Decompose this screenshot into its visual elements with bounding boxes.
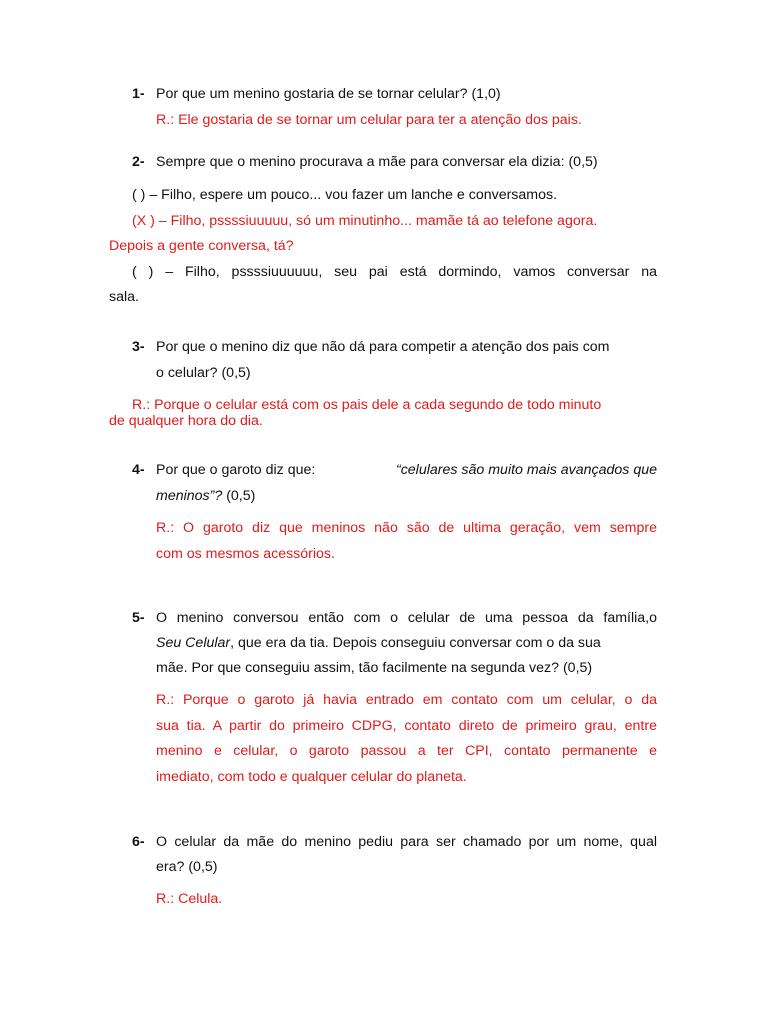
option-text-selected <box>132 212 657 230</box>
question-number: 2- <box>132 154 145 170</box>
answer-text: R.: Porque o garoto já havia entrado em contato com um celular, o da <box>156 692 657 708</box>
question-text: Sempre que o menino procurava a mãe para conversar ela dizia: (0,5) <box>156 154 598 170</box>
question-text <box>156 487 255 505</box>
question-text: Por que o menino diz que não dá para competir a atenção dos pais com <box>156 339 610 355</box>
question-text <box>156 634 601 652</box>
option-text: ( ) – Filho, espere um pouco... vou fazer um lanche e conversamos. <box>132 187 558 203</box>
question-text: mãe. Por que conseguiu assim, tão facilmente na segunda vez? (0,5) <box>156 660 593 676</box>
question-text: O menino conversou então com o celular de uma pessoa da família,o <box>156 610 657 626</box>
question-number: 4- <box>132 462 145 478</box>
option-line: (X ) – Filho, pssssiuuuuu, só um minutinho... mamãe tá ao telefone agora. <box>132 213 598 229</box>
question-text: Por que um menino gostaria de se tornar celular? (1,0) <box>156 86 501 102</box>
answer-text: R.: Porque o celular está com os pais dele a cada segundo de todo minuto <box>132 397 602 413</box>
answer-text: R.: O garoto diz que meninos não são de ultima geração, vem sempre <box>156 520 657 536</box>
question-number: 1- <box>132 86 145 102</box>
answer-text: R.: Ele gostaria de se tornar um celular para ter a atenção dos pais. <box>156 112 582 128</box>
quoted-text: “celulares são muito mais avançados que <box>395 462 657 478</box>
option-text-selected: Depois a gente conversa, tá? <box>109 238 294 254</box>
question-text-part: , que era da tia. Depois conseguiu conversar com o da sua <box>230 635 601 651</box>
question-text: o celular? (0,5) <box>156 365 251 381</box>
answer-text: menino e celular, o garoto passou a ter CPI, contato permanente e <box>156 743 657 759</box>
question-number: 3- <box>132 339 145 355</box>
question-text <box>156 461 657 479</box>
question-text-part: (0,5) <box>222 488 256 504</box>
question-text: era? (0,5) <box>156 859 218 875</box>
answer-text: com os mesmos acessórios. <box>156 546 335 562</box>
title-text: Seu Celular <box>156 635 231 651</box>
answer-text: sua tia. A partir do primeiro CDPG, contato direto de primeiro grau, entre <box>156 718 657 734</box>
question-number: 6- <box>132 834 145 850</box>
quoted-text: meninos”? <box>156 488 223 504</box>
option-text: sala. <box>109 289 139 305</box>
question-number: 5- <box>132 610 145 626</box>
answer-text: R.: Celula. <box>156 891 223 907</box>
answer-text: de qualquer hora do dia. <box>109 413 263 429</box>
question-text-part: Por que o garoto diz que: <box>156 462 316 478</box>
question-text: O celular da mãe do menino pediu para ser chamado por um nome, qual <box>156 834 657 850</box>
option-text: ( ) – Filho, pssssiuuuuuu, seu pai está dormindo, vamos conversar na <box>132 264 657 280</box>
answer-text: imediato, com todo e qualquer celular do planeta. <box>156 769 467 785</box>
